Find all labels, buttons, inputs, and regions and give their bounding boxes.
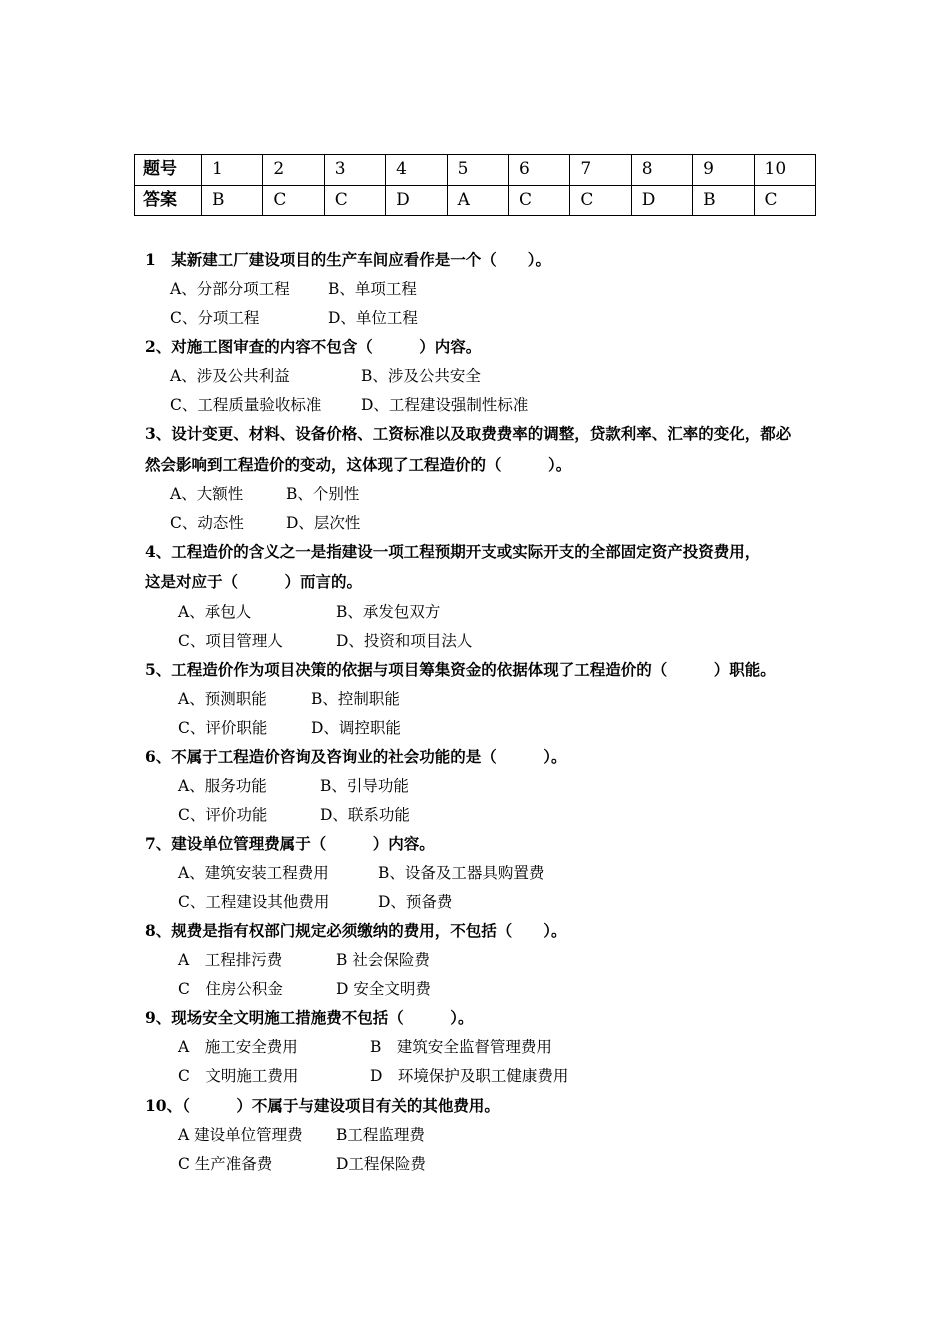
answer-row [135,185,816,216]
question-1-option-a: A、分部分项工程 [170,280,290,298]
answer-cell: A [447,185,508,216]
question-4-option-b: B、承发包双方 [336,603,441,621]
question-9-option-b: B 建筑安全监督管理费用 [370,1038,552,1056]
question-3-text-line-2: 然会影响到工程造价的变动，这体现了工程造价的（ ）。 [145,455,572,474]
answer-cell: D [631,185,692,216]
question-number-cell: 4 [386,155,447,186]
question-4-text-line-1: 4、工程造价的含义之一是指建设一项工程预期开支或实际开支的全部固定资产投资费用， [145,542,761,561]
question-1-text: 1 某新建工厂建设项目的生产车间应看作是一个（ ）。 [145,250,552,269]
question-5-option-a: A、预测职能 [178,690,267,708]
question-6-text: 6、不属于工程造价咨询及咨询业的社会功能的是（ ）。 [145,747,567,766]
question-1-option-c: C、分项工程 [170,309,260,327]
question-6-option-c: C、评价功能 [178,806,268,824]
answer-table [134,154,816,216]
question-8-text: 8、规费是指有权部门规定必须缴纳的费用，不包括（ ）。 [145,921,567,940]
question-9-option-d: D 环境保护及职工健康费用 [370,1067,569,1085]
answer-cell: C [263,185,324,216]
question-number-cell: 1 [202,155,263,186]
question-number-cell: 2 [263,155,324,186]
question-number-cell: 3 [324,155,385,186]
question-3-option-d: D、层次性 [286,514,361,532]
question-2-option-a: A、涉及公共利益 [170,367,290,385]
question-10-text: 10、（ ）不属于与建设项目有关的其他费用。 [145,1096,500,1115]
question-3-text-line-1: 3、设计变更、材料、设备价格、工资标准以及取费费率的调整，贷款利率、汇率的变化，都必 [145,424,792,443]
question-7-text: 7、建设单位管理费属于（ ）内容。 [145,834,435,853]
question-number-cell: 9 [693,155,754,186]
answer-cell: C [570,185,631,216]
question-8-option-c: C 住房公积金 [178,980,283,998]
answer-cell: D [386,185,447,216]
question-1-option-b: B、单项工程 [328,280,417,298]
question-number-cell: 7 [570,155,631,186]
question-4-option-a: A、承包人 [178,603,252,621]
question-1-option-d: D、单位工程 [328,309,418,327]
question-number-cell: 6 [508,155,569,186]
question-9-option-c: C 文明施工费用 [178,1067,299,1085]
question-number-row [135,155,816,186]
answer-cell: B [693,185,754,216]
question-8-option-b: B 社会保险费 [336,951,430,969]
question-3-option-b: B、个别性 [286,485,360,503]
question-9-option-a: A 施工安全费用 [178,1038,298,1056]
row-label-number: 题号 [135,155,202,186]
question-7-option-d: D、预备费 [378,893,453,911]
question-7-option-b: B、设备及工器具购置费 [378,864,545,882]
answer-cell: B [202,185,263,216]
question-4-text-line-2: 这是对应于（ ）而言的。 [145,572,363,591]
question-7-option-a: A、建筑安装工程费用 [178,864,329,882]
question-7-option-c: C、工程建设其他费用 [178,893,330,911]
question-6-option-a: A、服务功能 [178,777,267,795]
question-8-option-a: A 工程排污费 [178,951,283,969]
question-3-option-c: C、动态性 [170,514,244,532]
question-5-option-c: C、评价职能 [178,719,268,737]
question-2-option-b: B、涉及公共安全 [361,367,481,385]
question-4-option-d: D、投资和项目法人 [336,632,473,650]
question-number-cell: 10 [754,155,815,186]
answer-cell: C [508,185,569,216]
question-5-option-b: B、控制职能 [311,690,400,708]
question-10-option-a: A 建设单位管理费 [178,1126,303,1144]
question-2-option-c: C、工程质量验收标准 [170,396,322,414]
question-number-cell: 8 [631,155,692,186]
question-number-cell: 5 [447,155,508,186]
question-8-option-d: D 安全文明费 [336,980,431,998]
question-5-option-d: D、调控职能 [311,719,401,737]
question-3-option-a: A、大额性 [170,485,244,503]
answer-cell: C [324,185,385,216]
question-2-text: 2、对施工图审查的内容不包含（ ）内容。 [145,337,482,356]
answer-cell: C [754,185,815,216]
question-4-option-c: C、项目管理人 [178,632,283,650]
question-2-option-d: D、工程建设强制性标准 [361,396,529,414]
row-label-answer: 答案 [135,185,202,216]
question-5-text: 5、工程造价作为项目决策的依据与项目筹集资金的依据体现了工程造价的（ ）职能。 [145,660,776,679]
question-6-option-b: B、引导功能 [320,777,409,795]
question-9-text: 9、现场安全文明施工措施费不包括（ ）。 [145,1008,474,1027]
question-10-option-d: D工程保险费 [336,1155,426,1173]
question-10-option-c: C 生产准备费 [178,1155,273,1173]
question-6-option-d: D、联系功能 [320,806,410,824]
question-10-option-b: B工程监理费 [336,1126,425,1144]
